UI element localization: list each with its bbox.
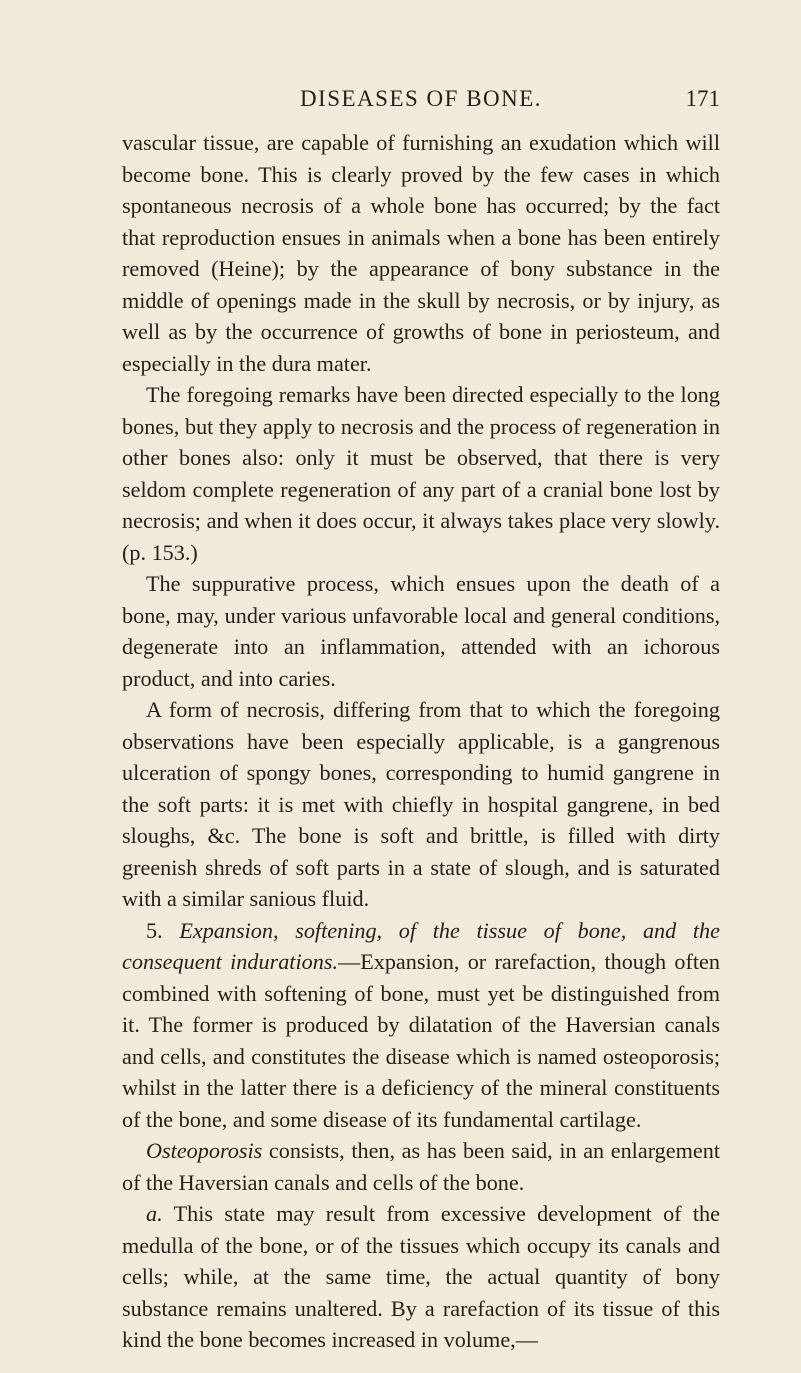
running-head: DISEASES OF BONE. xyxy=(299,86,543,111)
paragraph-1: vascular tissue, are capable of furnishing an exudation which will become bone. This is clearly proved by the few cases in which spontaneous necrosis of a whole bone has occurred; by the fact that reproduction ensues in animals when a bone has been entirely removed (Heine); by the appearance of bony substance in the middle of openings made in the skull by necrosis, or by injury, as well as by the occurrence of growths of bone in periosteum, and especially in the dura mater. xyxy=(122,130,720,376)
paragraph-3: The suppurative process, which ensues upon the death of a bone, may, under various unfavorable local and general conditions, degenerate into an inflammation, attended with an ichorous product, and into caries. xyxy=(122,571,720,691)
section-heading: Expansion, softening, of the tissue of bone, and the consequent indurations. xyxy=(122,917,720,974)
term-osteoporosis: Osteoporosis xyxy=(146,1138,263,1163)
page-header xyxy=(122,86,720,118)
body-text xyxy=(122,127,720,1356)
subsection-letter: a. xyxy=(146,1201,163,1226)
section-number: 5. xyxy=(146,917,163,943)
paragraph-7: a. This state may result from excessive development of the medulla of the bone, or of the tissues which occupy its canals and cells; while, at the same time, the actual quantity of bony substance remains unaltered. By a rarefaction of its tissue of this kind the bone becomes increased in volume,— xyxy=(122,1201,720,1352)
paragraph-2: The foregoing remarks have been directed especially to the long bones, but they apply to necrosis and the process of regeneration in other bones also: only it must be observed, that there is very seldom complete regeneration of any part of a cranial bone lost by necrosis; and when it does occur, it always takes place very slowly. (p. 153.) xyxy=(122,382,720,565)
paragraph-4: A form of necrosis, differing from that to which the foregoing observations have been especially applicable, is a gangrenous ulceration of spongy bones, corresponding to humid gangrene in the soft parts: it is met with chiefly in hospital gangrene, in bed sloughs, &c. The bone is soft and brittle, is filled with dirty greenish shreds of soft parts in a state of slough, and is saturated with a similar sanious fluid. xyxy=(122,697,720,911)
paragraph-6: Osteoporosis consists, then, as has been said, in an enlargement of the Haversian canals and cells of the bone. xyxy=(122,1138,720,1195)
page-number: 171 xyxy=(685,86,720,111)
paragraph-5: 5. Expansion, softening, of the tissue of bone, and the consequent indurations.—Expansion, or rarefaction, though often combined with softening of bone, must yet be distinguished from it. The former is produced by dilatation of the Haversian canals and cells, and constitutes the disease which is named osteoporosis; whilst in the latter there is a deficiency of the mineral constituents of the bone, and some disease of its fundamental cartilage. xyxy=(122,917,720,1132)
